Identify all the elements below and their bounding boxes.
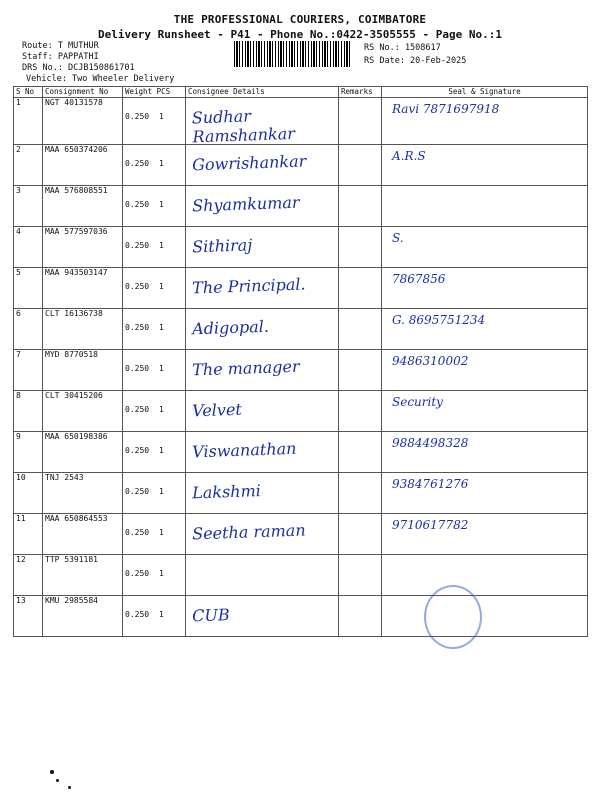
- weight-value: 0.250: [125, 528, 150, 537]
- cell-weight: [123, 555, 186, 596]
- col-sno: S No: [14, 87, 43, 98]
- signature-handwriting: S.: [392, 231, 404, 245]
- signature-handwriting: [384, 596, 585, 600]
- weight-value: 0.250: [125, 241, 150, 250]
- cell-remarks: [339, 98, 382, 145]
- consignee-handwriting: Velvet: [191, 399, 243, 421]
- col-consignment: Consignment No: [43, 87, 123, 98]
- cell-signature: [382, 514, 588, 555]
- table-body: [14, 98, 588, 637]
- cell-signature: [382, 473, 588, 514]
- cell-weight: [123, 514, 186, 555]
- cell-consignee: [186, 432, 339, 473]
- cell-consignment: TTP 5391181: [43, 555, 123, 596]
- staff-label: Staff: PAPPATHI: [22, 52, 99, 62]
- pcs-value: 1: [159, 528, 164, 537]
- signature-handwriting: G. 8695751234: [392, 313, 486, 327]
- cell-weight: [123, 391, 186, 432]
- cell-sno: 12: [14, 555, 43, 596]
- weight-value: 0.250: [125, 446, 150, 455]
- consignee-handwriting: Adigopal.: [191, 316, 270, 339]
- cell-consignee: [186, 98, 339, 145]
- runsheet-subtitle: Delivery Runsheet - P41 - Phone No.:0422-3505555 - Page No.:1: [98, 28, 502, 41]
- cell-sno: 8: [14, 391, 43, 432]
- cell-sno: 11: [14, 514, 43, 555]
- cell-sno: 6: [14, 309, 43, 350]
- col-remarks: Remarks: [339, 87, 382, 98]
- cell-consignee: [186, 555, 339, 596]
- consignee-handwriting: Sithiraj: [191, 235, 253, 257]
- cell-consignment: MYD 8770518: [43, 350, 123, 391]
- cell-remarks: [339, 309, 382, 350]
- cell-signature: [382, 596, 588, 637]
- cell-weight: [123, 596, 186, 637]
- pcs-value: 1: [159, 405, 164, 414]
- drs-label: DRS No.: DCJB150861701: [22, 63, 135, 73]
- route-label: Route: T MUTHUR: [22, 41, 99, 51]
- signature-handwriting: [384, 186, 585, 190]
- cell-signature: [382, 98, 588, 145]
- pcs-value: 1: [159, 487, 164, 496]
- cell-sno: 1: [14, 98, 43, 145]
- cell-remarks: [339, 186, 382, 227]
- signature-handwriting: [384, 555, 585, 559]
- consignee-handwriting: The Principal.: [191, 274, 306, 298]
- consignee-handwriting: Lakshmi: [191, 481, 262, 503]
- weight-value: 0.250: [125, 487, 150, 496]
- cell-consignment: MAA 650374206: [43, 145, 123, 186]
- cell-remarks: [339, 555, 382, 596]
- cell-weight: [123, 227, 186, 268]
- cell-remarks: [339, 227, 382, 268]
- cell-signature: [382, 309, 588, 350]
- signature-handwriting: 9384761276: [392, 477, 469, 491]
- pcs-value: 1: [159, 610, 164, 619]
- pcs-value: 1: [159, 282, 164, 291]
- cell-remarks: [339, 268, 382, 309]
- cell-sno: 10: [14, 473, 43, 514]
- cell-signature: [382, 391, 588, 432]
- table-row: [14, 309, 588, 350]
- weight-value: 0.250: [125, 569, 150, 578]
- cell-consignee: [186, 145, 339, 186]
- scan-mark: [68, 786, 71, 789]
- cell-signature: [382, 432, 588, 473]
- company-title: THE PROFESSIONAL COURIERS, COIMBATORE: [173, 13, 427, 26]
- consignee-handwriting: Gowrishankar: [191, 151, 307, 175]
- pcs-value: 1: [159, 241, 164, 250]
- cell-signature: [382, 555, 588, 596]
- cell-consignee: [186, 391, 339, 432]
- pcs-value: 1: [159, 159, 164, 168]
- consignee-handwriting: [188, 552, 336, 565]
- cell-weight: [123, 309, 186, 350]
- consignee-handwriting: CUB: [191, 605, 230, 626]
- cell-weight: [123, 98, 186, 145]
- weight-value: 0.250: [125, 323, 150, 332]
- consignee-handwriting: Viswanathan: [191, 438, 297, 462]
- cell-remarks: [339, 145, 382, 186]
- weight-value: 0.250: [125, 200, 150, 209]
- signature-handwriting: A.R.S: [392, 149, 426, 163]
- cell-consignee: [186, 268, 339, 309]
- cell-signature: [382, 268, 588, 309]
- rs-number: RS No.: 1508617: [364, 43, 441, 53]
- weight-value: 0.250: [125, 364, 150, 373]
- cell-sno: 7: [14, 350, 43, 391]
- cell-signature: [382, 227, 588, 268]
- scan-mark: [56, 779, 59, 782]
- pcs-value: 1: [159, 364, 164, 373]
- consignee-handwriting: The manager: [191, 356, 300, 380]
- cell-signature: [382, 145, 588, 186]
- cell-consignee: [186, 473, 339, 514]
- cell-sno: 9: [14, 432, 43, 473]
- table-row: [14, 596, 588, 637]
- cell-weight: [123, 186, 186, 227]
- cell-weight: [123, 473, 186, 514]
- consignee-handwriting: Sudhar Ramshankar: [191, 106, 296, 147]
- cell-remarks: [339, 432, 382, 473]
- pcs-value: 1: [159, 569, 164, 578]
- weight-value: 0.250: [125, 159, 150, 168]
- table-row: [14, 432, 588, 473]
- table-row: [14, 227, 588, 268]
- cell-signature: [382, 350, 588, 391]
- runsheet-table: [13, 86, 588, 637]
- signature-handwriting: Security: [392, 395, 443, 409]
- cell-remarks: [339, 514, 382, 555]
- cell-consignee: [186, 596, 339, 637]
- cell-consignment: MAA 650198386: [43, 432, 123, 473]
- cell-consignment: NGT 40131578: [43, 98, 123, 145]
- cell-consignment: TNJ 2543: [43, 473, 123, 514]
- consignee-handwriting: Shyamkumar: [191, 192, 300, 216]
- weight-value: 0.250: [125, 610, 150, 619]
- cell-consignee: [186, 186, 339, 227]
- table-row: [14, 555, 588, 596]
- table-row: [14, 268, 588, 309]
- signature-handwriting: 9486310002: [392, 354, 469, 368]
- cell-weight: [123, 432, 186, 473]
- cell-remarks: [339, 350, 382, 391]
- cell-consignment: CLT 30415206: [43, 391, 123, 432]
- pcs-value: 1: [159, 323, 164, 332]
- table-row: [14, 350, 588, 391]
- cell-consignment: MAA 576808551: [43, 186, 123, 227]
- weight-value: 0.250: [125, 282, 150, 291]
- signature-handwriting: 7867856: [392, 272, 446, 286]
- cell-weight: [123, 350, 186, 391]
- col-consignee: Consignee Details: [186, 87, 339, 98]
- cell-consignee: [186, 227, 339, 268]
- table-row: [14, 186, 588, 227]
- consignee-handwriting: Seetha raman: [191, 520, 306, 544]
- cell-consignment: CLT 16136738: [43, 309, 123, 350]
- signature-handwriting: 9710617782: [392, 518, 469, 532]
- cell-consignment: MAA 943503147: [43, 268, 123, 309]
- cell-signature: [382, 186, 588, 227]
- table-row: [14, 391, 588, 432]
- signature-handwriting: Ravi 7871697918: [392, 102, 500, 116]
- pcs-value: 1: [159, 446, 164, 455]
- cell-remarks: [339, 473, 382, 514]
- barcode: [234, 41, 352, 67]
- cell-consignment: MAA 577597036: [43, 227, 123, 268]
- table-row: [14, 514, 588, 555]
- rs-date: RS Date: 20-Feb-2025: [364, 56, 467, 66]
- pcs-value: 1: [159, 200, 164, 209]
- cell-consignee: [186, 514, 339, 555]
- table-row: [14, 473, 588, 514]
- pcs-value: 1: [159, 112, 164, 121]
- cell-sno: 2: [14, 145, 43, 186]
- cell-consignment: KMU 2985584: [43, 596, 123, 637]
- weight-value: 0.250: [125, 405, 150, 414]
- table-row: [14, 145, 588, 186]
- signature-handwriting: 9884498328: [392, 436, 469, 450]
- seal-stamp: [424, 585, 482, 649]
- cell-sno: 4: [14, 227, 43, 268]
- scan-mark: [50, 770, 54, 774]
- cell-sno: 3: [14, 186, 43, 227]
- cell-weight: [123, 268, 186, 309]
- table-row: [14, 98, 588, 145]
- col-signature: Seal & Signature: [382, 87, 588, 98]
- cell-consignee: [186, 350, 339, 391]
- cell-consignment: MAA 650864553: [43, 514, 123, 555]
- cell-sno: 5: [14, 268, 43, 309]
- cell-remarks: [339, 596, 382, 637]
- cell-weight: [123, 145, 186, 186]
- vehicle-label: Vehicle: Two Wheeler Delivery: [26, 74, 175, 84]
- col-weight: Weight PCS: [123, 87, 186, 98]
- weight-value: 0.250: [125, 112, 150, 121]
- cell-remarks: [339, 391, 382, 432]
- cell-sno: 13: [14, 596, 43, 637]
- cell-consignee: [186, 309, 339, 350]
